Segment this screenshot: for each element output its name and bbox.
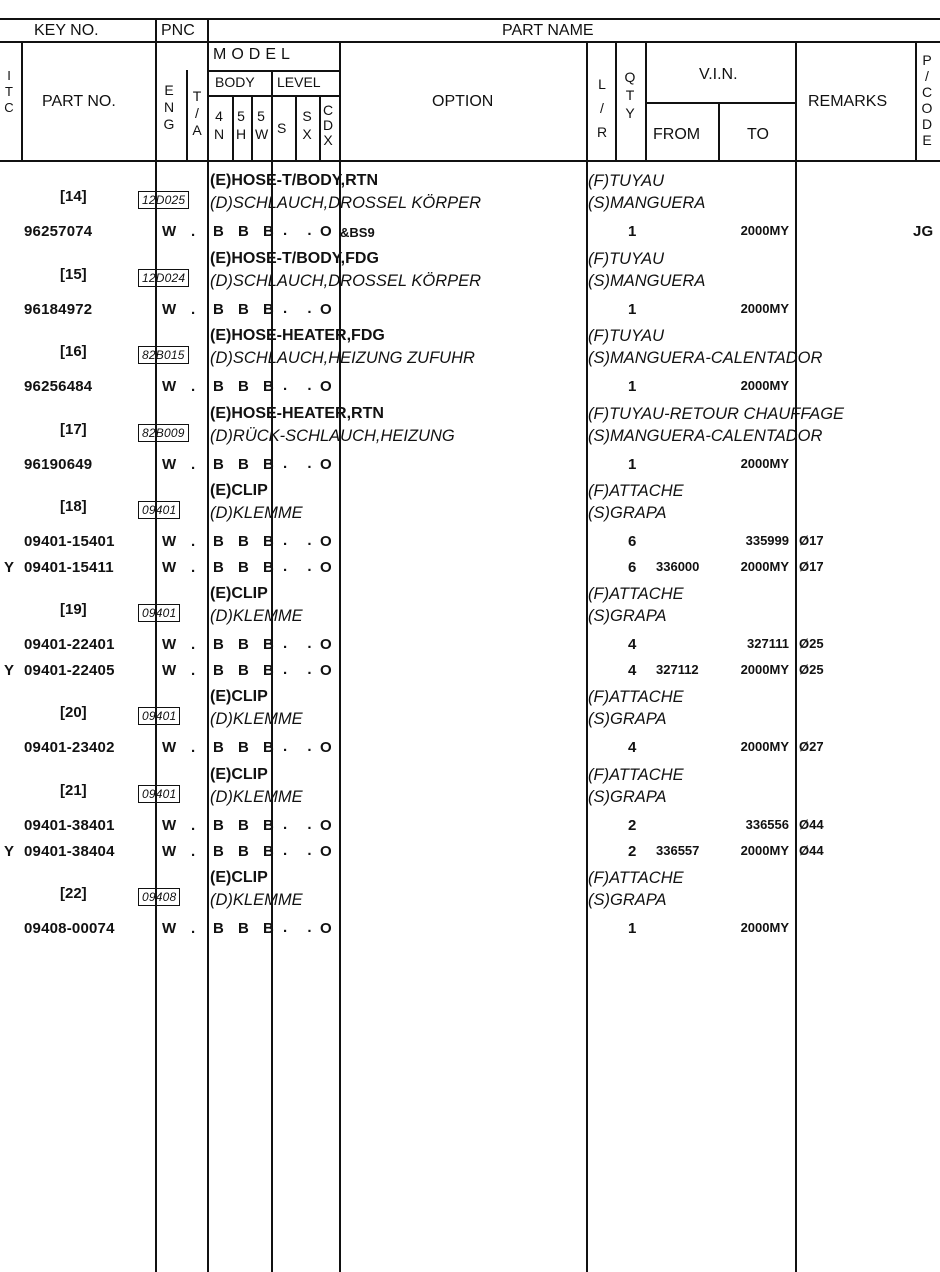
itc-flag: Y	[4, 843, 15, 860]
body-codes: B B B	[213, 817, 279, 834]
key-no: [18]	[60, 498, 87, 515]
remarks: Ø25	[799, 662, 824, 677]
vin-to: 2000MY	[740, 662, 789, 677]
vin-to: 2000MY	[740, 456, 789, 471]
name-spanish: (S)GRAPA	[588, 891, 667, 909]
ta-code: .	[191, 817, 196, 834]
body-codes: B B B	[213, 533, 279, 550]
name-german: (D)KLEMME	[210, 788, 303, 806]
name-german: (D)RÜCK-SCHLAUCH,HEIZUNG	[210, 427, 455, 445]
pnc-code: 09401	[138, 501, 180, 519]
name-french: (F)TUYAU-RETOUR CHAUFFAGE	[588, 405, 845, 423]
name-english: (E)CLIP	[210, 688, 268, 705]
part-number[interactable]: 09401-22405	[24, 662, 115, 679]
cdx-code: O	[320, 378, 332, 395]
body-codes: B B B	[213, 662, 279, 679]
ta-header: T / A	[192, 88, 202, 138]
ta-code: .	[191, 739, 196, 756]
part-no-header: PART NO.	[42, 93, 116, 110]
cdx-code: O	[320, 456, 332, 473]
cdx-code: O	[320, 301, 332, 318]
quantity: 1	[628, 456, 637, 473]
pnc-code: 82B015	[138, 346, 189, 364]
cdx-code: O	[320, 636, 332, 653]
rule	[718, 102, 720, 160]
p-code: JG	[913, 223, 934, 240]
name-french: (F)ATTACHE	[588, 766, 684, 784]
part-number[interactable]: 96256484	[24, 378, 93, 395]
level-codes: . .	[283, 377, 320, 394]
name-spanish: (S)MANGUERA	[588, 272, 706, 290]
name-german: (D)KLEMME	[210, 607, 303, 625]
name-english: (E)CLIP	[210, 585, 268, 602]
level-codes: . .	[283, 222, 320, 239]
part-number[interactable]: 09401-38404	[24, 843, 115, 860]
level-codes: . .	[283, 816, 320, 833]
name-spanish: (S)MANGUERA	[588, 194, 706, 212]
level-sx-header: S X	[302, 108, 312, 142]
body-codes: B B B	[213, 843, 279, 860]
rule	[207, 18, 209, 1272]
ta-code: .	[191, 843, 196, 860]
level-codes: . .	[283, 919, 320, 936]
rule	[0, 160, 940, 162]
part-number[interactable]: 09401-23402	[24, 739, 115, 756]
name-spanish: (S)GRAPA	[588, 710, 667, 728]
quantity: 6	[628, 533, 637, 550]
itc-flag: Y	[4, 559, 15, 576]
vin-to: 2000MY	[740, 223, 789, 238]
eng-code: W	[162, 378, 177, 395]
part-number[interactable]: 96257074	[24, 223, 93, 240]
remarks: Ø25	[799, 636, 824, 651]
rule	[209, 70, 339, 72]
eng-code: W	[162, 817, 177, 834]
part-number[interactable]: 09401-22401	[24, 636, 115, 653]
to-header: TO	[747, 126, 769, 143]
pcode-header: P / C O D E	[921, 52, 933, 148]
key-no: [21]	[60, 782, 87, 799]
vin-to: 2000MY	[740, 920, 789, 935]
from-header: FROM	[653, 126, 701, 143]
name-spanish: (S)MANGUERA-CALENTADOR	[588, 427, 823, 445]
ta-code: .	[191, 378, 196, 395]
name-french: (F)TUYAU	[588, 250, 665, 268]
eng-code: W	[162, 456, 177, 473]
level-s-header: S	[277, 120, 287, 136]
quantity: 1	[628, 301, 637, 318]
body-4n-header: 4 N	[213, 108, 225, 142]
name-german: (D)KLEMME	[210, 891, 303, 909]
name-spanish: (S)GRAPA	[588, 607, 667, 625]
remarks: Ø27	[799, 739, 824, 754]
ta-code: .	[191, 301, 196, 318]
vin-to: 327111	[747, 636, 789, 651]
rule	[915, 41, 917, 161]
quantity: 1	[628, 378, 637, 395]
cdx-code: O	[320, 662, 332, 679]
key-no-header: KEY NO.	[34, 22, 99, 39]
name-english: (E)HOSE-HEATER,FDG	[210, 327, 385, 344]
level-codes: . .	[283, 738, 320, 755]
rule	[615, 41, 617, 161]
body-codes: B B B	[213, 456, 279, 473]
name-french: (F)ATTACHE	[588, 585, 684, 603]
eng-code: W	[162, 636, 177, 653]
name-spanish: (S)GRAPA	[588, 504, 667, 522]
quantity: 4	[628, 636, 637, 653]
pnc-code: 09401	[138, 785, 180, 803]
eng-header: E N G	[163, 82, 175, 132]
body-codes: B B B	[213, 636, 279, 653]
name-french: (F)ATTACHE	[588, 482, 684, 500]
vin-to: 2000MY	[740, 378, 789, 393]
level-codes: . .	[283, 455, 320, 472]
level-cdx-header: C D X	[322, 102, 334, 148]
ta-code: .	[191, 662, 196, 679]
name-german: (D)SCHLAUCH,DROSSEL KÖRPER	[210, 194, 482, 212]
key-no: [17]	[60, 421, 87, 438]
name-english: (E)CLIP	[210, 766, 268, 783]
body-codes: B B B	[213, 739, 279, 756]
ta-code: .	[191, 533, 196, 550]
pnc-code: 09408	[138, 888, 180, 906]
name-english: (E)CLIP	[210, 869, 268, 886]
level-codes: . .	[283, 300, 320, 317]
name-english: (E)CLIP	[210, 482, 268, 499]
eng-code: W	[162, 533, 177, 550]
part-number[interactable]: 09408-00074	[24, 920, 115, 937]
body-5w-header: 5 W	[255, 108, 269, 142]
key-no: [15]	[60, 266, 87, 283]
ta-code: .	[191, 636, 196, 653]
cdx-code: O	[320, 559, 332, 576]
part-number[interactable]: 09401-15401	[24, 533, 115, 550]
key-no: [22]	[60, 885, 87, 902]
rule	[645, 102, 795, 104]
cdx-code: O	[320, 739, 332, 756]
pnc-code: 09401	[138, 707, 180, 725]
rule	[645, 41, 647, 161]
remarks: Ø17	[799, 533, 824, 548]
eng-code: W	[162, 662, 177, 679]
vin-from: 336557	[656, 843, 700, 858]
itc-header: I T C	[4, 68, 14, 115]
part-number[interactable]: 96184972	[24, 301, 93, 318]
quantity: 4	[628, 739, 637, 756]
vin-to: 2000MY	[740, 301, 789, 316]
part-name-header: PART NAME	[502, 22, 594, 39]
name-french: (F)ATTACHE	[588, 688, 684, 706]
quantity: 1	[628, 920, 637, 937]
level-codes: . .	[283, 532, 320, 549]
cdx-code: O	[320, 920, 332, 937]
cdx-code: O	[320, 843, 332, 860]
pnc-code: 12D025	[138, 191, 189, 209]
ta-code: .	[191, 456, 196, 473]
rule	[0, 18, 940, 20]
body-codes: B B B	[213, 378, 279, 395]
rule	[795, 41, 797, 1272]
option-header: OPTION	[432, 93, 494, 110]
vin-from: 327112	[656, 662, 699, 677]
level-codes: . .	[283, 661, 320, 678]
body-codes: B B B	[213, 301, 279, 318]
pnc-code: 12D024	[138, 269, 189, 287]
lr-header: L / R	[596, 76, 608, 140]
quantity: 2	[628, 817, 637, 834]
level-codes: . .	[283, 635, 320, 652]
rule	[232, 95, 234, 160]
eng-code: W	[162, 559, 177, 576]
body-5h-header: 5 H	[235, 108, 247, 142]
name-english: (E)HOSE-T/BODY,FDG	[210, 250, 379, 267]
key-no: [14]	[60, 188, 87, 205]
key-no: [19]	[60, 601, 87, 618]
eng-code: W	[162, 223, 177, 240]
body-codes: B B B	[213, 559, 279, 576]
key-no: [20]	[60, 704, 87, 721]
option-code: &BS9	[340, 225, 375, 240]
ta-code: .	[191, 559, 196, 576]
ta-code: .	[191, 223, 196, 240]
name-german: (D)SCHLAUCH,DROSSEL KÖRPER	[210, 272, 482, 290]
pnc-header: PNC	[161, 22, 195, 39]
vin-from: 336000	[656, 559, 700, 574]
remarks: Ø44	[799, 843, 824, 858]
vin-to: 2000MY	[740, 559, 789, 574]
name-spanish: (S)GRAPA	[588, 788, 667, 806]
vin-to: 2000MY	[740, 843, 789, 858]
vin-to: 335999	[745, 533, 789, 548]
body-codes: B B B	[213, 920, 279, 937]
rule	[251, 95, 253, 160]
pnc-code: 09401	[138, 604, 180, 622]
eng-code: W	[162, 843, 177, 860]
quantity: 4	[628, 662, 637, 679]
eng-code: W	[162, 301, 177, 318]
name-french: (F)ATTACHE	[588, 869, 684, 887]
rule	[319, 95, 321, 160]
body-header: BODY	[215, 74, 255, 90]
name-german: (D)SCHLAUCH,HEIZUNG ZUFUHR	[210, 349, 475, 367]
body-codes: B B B	[213, 223, 279, 240]
rule	[295, 95, 297, 160]
ta-code: .	[191, 920, 196, 937]
level-codes: . .	[283, 558, 320, 575]
rule	[0, 41, 940, 43]
quantity: 2	[628, 843, 637, 860]
name-german: (D)KLEMME	[210, 504, 303, 522]
vin-to: 2000MY	[740, 739, 789, 754]
cdx-code: O	[320, 223, 332, 240]
name-french: (F)TUYAU	[588, 327, 665, 345]
cdx-code: O	[320, 533, 332, 550]
cdx-code: O	[320, 817, 332, 834]
eng-code: W	[162, 920, 177, 937]
eng-code: W	[162, 739, 177, 756]
pnc-code: 82B009	[138, 424, 189, 442]
remarks: Ø44	[799, 817, 824, 832]
rule	[21, 41, 23, 161]
name-english: (E)HOSE-T/BODY,RTN	[210, 172, 378, 189]
rule	[586, 41, 588, 1272]
part-number[interactable]: 09401-38401	[24, 817, 115, 834]
name-german: (D)KLEMME	[210, 710, 303, 728]
itc-flag: Y	[4, 662, 15, 679]
model-header: MODEL	[213, 46, 295, 63]
part-number[interactable]: 96190649	[24, 456, 93, 473]
remarks: Ø17	[799, 559, 824, 574]
quantity: 1	[628, 223, 637, 240]
level-codes: . .	[283, 842, 320, 859]
name-french: (F)TUYAU	[588, 172, 665, 190]
qty-header: Q T Y	[624, 69, 636, 121]
key-no: [16]	[60, 343, 87, 360]
quantity: 6	[628, 559, 637, 576]
name-spanish: (S)MANGUERA-CALENTADOR	[588, 349, 823, 367]
remarks-header: REMARKS	[808, 93, 888, 110]
rule	[186, 70, 188, 160]
level-header: LEVEL	[277, 74, 321, 90]
part-number[interactable]: 09401-15411	[24, 559, 114, 576]
vin-header: V.I.N.	[699, 66, 738, 83]
vin-to: 336556	[745, 817, 789, 832]
name-english: (E)HOSE-HEATER,RTN	[210, 405, 384, 422]
